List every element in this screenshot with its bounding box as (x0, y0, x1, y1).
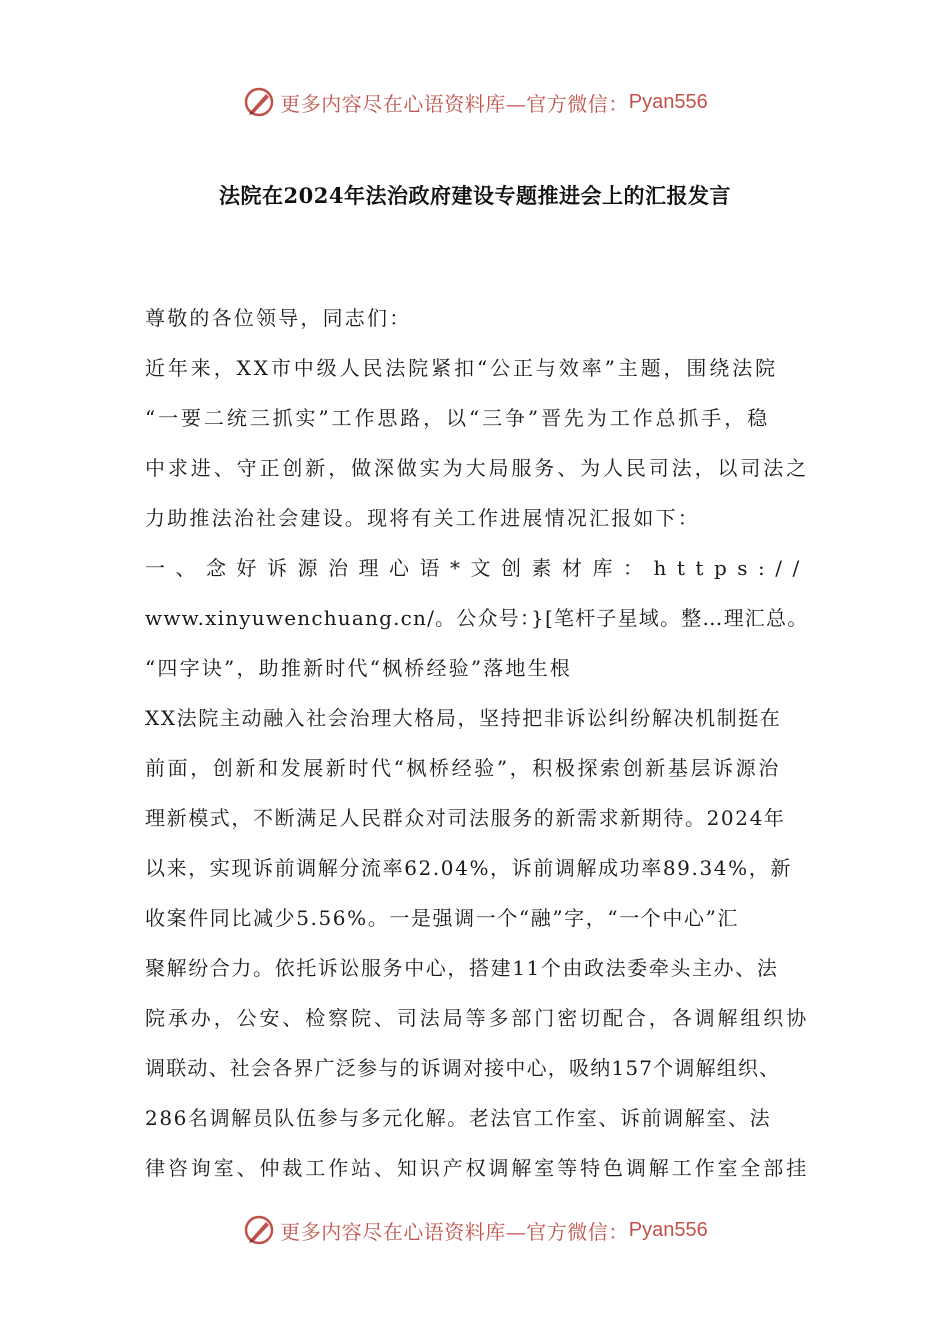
watermark-text: 更多内容尽在心语资料库—官方微信： (280, 1219, 629, 1244)
section-heading-line: www.xinyuwenchuang.cn/。公众号：}[笔杆子星域。整…理汇总。 (145, 606, 809, 630)
watermark-wechat-id: Pyan556 (628, 90, 708, 113)
header-watermark (0, 82, 950, 122)
document-body (145, 300, 810, 1200)
body-line: 院承办，公安、检察院、司法局等多部门密切配合，各调解组织协 (145, 1006, 810, 1030)
section-heading-line: 一、念好诉源治理心语*文创素材库：https:// (145, 556, 810, 580)
body-line: XX法院主动融入社会治理大格局，坚持把非诉讼纠纷解决机制挺在 (145, 706, 782, 730)
body-line: 力助推法治社会建设。现将有关工作进展情况汇报如下： (145, 506, 700, 530)
body-line: 中求进、守正创新，做深做实为大局服务、为人民司法，以司法之 (145, 456, 810, 480)
body-line: 律咨询室、仲裁工作站、知识产权调解室等特色调解工作室全部挂 (145, 1156, 810, 1180)
footer-watermark (0, 1210, 950, 1250)
document-title: 法院在2024年法治政府建设专题推进会上的汇报发言 (219, 183, 731, 208)
pen-logo-icon (242, 85, 276, 119)
body-line: 前面，创新和发展新时代“枫桥经验”，积极探索创新基层诉源治 (145, 756, 781, 780)
body-line: 近年来，XX市中级人民法院紧扣“公正与效率”主题，围绕法院 (145, 356, 779, 380)
body-line: 收案件同比减少5.56%。一是强调一个“融”字，“一个中心”汇 (145, 906, 740, 930)
watermark-text: 更多内容尽在心语资料库—官方微信： (280, 91, 629, 116)
body-line: 286名调解员队伍参与多元化解。老法官工作室、诉前调解室、法 (145, 1106, 772, 1130)
body-line: 聚解纷合力。依托诉讼服务中心，搭建11个由政法委牵头主办、法 (145, 956, 779, 980)
salutation-line: 尊敬的各位领导，同志们： (145, 306, 412, 330)
watermark-wechat-id: Pyan556 (628, 1218, 708, 1241)
body-line: 调联动、社会各界广泛参与的诉调对接中心，吸纳157个调解组织、 (145, 1056, 781, 1080)
section-heading-line: “四字诀”，助推新时代“枫桥经验”落地生根 (145, 656, 573, 680)
body-line: “一要二统三抓实”工作思路，以“三争”晋先为工作总抓手，稳 (145, 406, 770, 430)
body-line: 理新模式，不断满足人民群众对司法服务的新需求新期待。2024年 (145, 806, 786, 830)
pen-logo-icon (242, 1213, 276, 1247)
body-line: 以来，实现诉前调解分流率62.04%，诉前调解成功率89.34%，新 (145, 856, 792, 880)
